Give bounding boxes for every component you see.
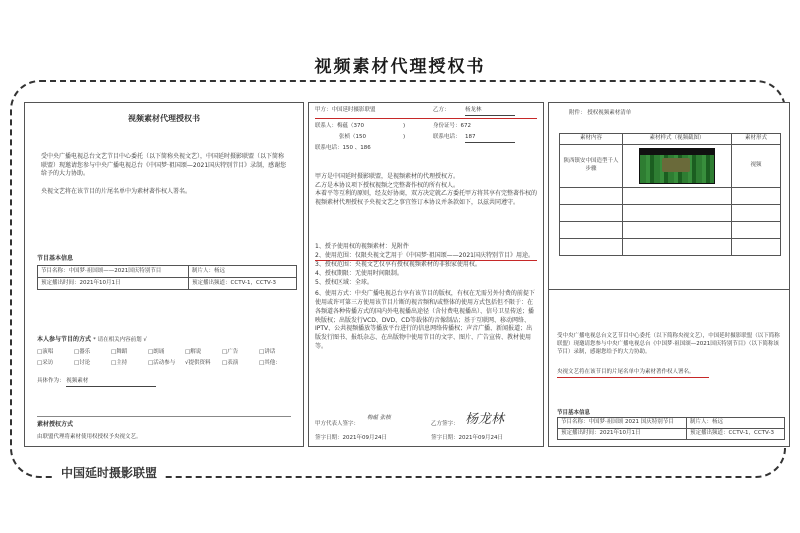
program-name-cell: 节目名称：中国梦·祖国颂——2021国庆特别节目 — [38, 266, 189, 278]
basic-info-table — [557, 417, 785, 440]
agreement-terms — [315, 243, 537, 351]
sign-b-date: 签字日期：2021年09月24日 — [431, 435, 503, 441]
option-checkbox[interactable]: □广告 — [222, 348, 239, 355]
id-label: 身份证号：672 — [433, 123, 471, 129]
party-b-name: 杨龙林 — [465, 107, 515, 116]
producer-cell: 制片人：杨远 — [687, 418, 785, 429]
option-checkbox[interactable]: □讨论 — [74, 359, 91, 366]
col-header: 素材内容 — [560, 134, 623, 145]
sign-b-label: 乙方签字： — [431, 421, 459, 427]
air-date-cell: 预定播出时间：2021年10月1日 — [38, 278, 189, 290]
phone-numbers: 联系电话：150 、186 — [315, 145, 371, 151]
attachment-header: 附件： 授权视频素材清单 — [569, 110, 632, 116]
channel-cell: 预定播出频道：CCTV-1，CCTV-3 — [687, 429, 785, 440]
panel-authorization-form — [24, 102, 304, 447]
option-checkbox[interactable]: □器乐 — [74, 348, 91, 355]
material-table — [559, 133, 781, 256]
option-checkbox[interactable]: □讲话 — [259, 348, 276, 355]
option-checkbox[interactable]: □主持 — [111, 359, 128, 366]
participation-note: * 请在相关内容前划 √ — [93, 337, 147, 343]
option-checkbox[interactable]: □演唱 — [37, 348, 54, 355]
term-item: 3、授权范围：央视文艺仅享有授权视频素材的非独家使用权。 — [315, 261, 481, 269]
body-line: 甲方是中国延时摄影联盟，是视频素材的代理授权方。 — [315, 173, 460, 180]
option-checkbox[interactable]: □其他： — [259, 359, 281, 366]
contact-label: 联系人：梅蕴（370 — [315, 123, 364, 129]
program-name-cell: 节目名称：中国梦·祖国颂 2021 国庆特别节目 — [558, 418, 687, 429]
main-title: 视频素材代理授权书 — [314, 57, 486, 77]
contact2-row: 张桢（150 ) 联系电话： 187 — [315, 134, 537, 145]
works-value: 视频素材 — [66, 378, 156, 387]
credit-paragraph: 央视文艺将在该节目的片尾名单中为素材著作权人署名。 — [41, 188, 192, 195]
footer-org: 中国延时摄影联盟 — [55, 464, 163, 481]
options-row — [37, 358, 299, 369]
panel-title: 视频素材代理授权书 — [128, 114, 200, 123]
body-line: 乙方是本协议项下授权视频之完整著作权的所有权人。 — [315, 181, 460, 189]
sign-a-signature: 梅蕴 张桢 — [367, 415, 391, 421]
term-item: 2、使用范围：仅限央视文艺用于《中国梦·祖国颂——2021国庆特别节目》用途。 — [315, 252, 537, 262]
auth-method-body: 由联盟代理将素材使用权授权予央视文艺。 — [37, 434, 142, 440]
term-item: 1、授予使用权的视频素材：见附件 — [315, 243, 409, 250]
material-content: 陕西镇安中国造型千人步骤 — [560, 144, 623, 187]
participation-options — [37, 347, 299, 369]
term-item: 4、授权期限：无使用时间限制。 — [315, 270, 403, 278]
body-line: 本着平等互利的原则，经友好协商，双方决定就乙方委托甲方将其享有完整著作权的视频素材代理授权予央视文艺之事宜签订本协议并条款如下，以兹共同遵守。 — [315, 190, 538, 207]
participation-title: 本人参与节目的方式 — [37, 336, 92, 343]
sign-a-date: 签字日期：2021年09月24日 — [315, 435, 387, 441]
panel-agreement — [308, 102, 544, 447]
video-thumbnail-image — [639, 148, 715, 184]
basic-info-table — [37, 265, 297, 290]
sign-b-signature: 杨龙林 — [465, 412, 505, 427]
phone-row — [315, 145, 537, 156]
sign-a-label: 甲方代表人签字： — [315, 421, 360, 427]
material-thumbnail — [623, 144, 732, 187]
option-checkbox[interactable]: □活动参与 — [148, 359, 176, 366]
divider — [549, 289, 789, 290]
term-item: 5、授权区域：全球。 — [315, 278, 373, 286]
agreement-body — [315, 173, 537, 208]
term-item: 6、使用方式：中央广播电视总台享有该节目的版权，有权在无需另外付费的前提下使用或许可第三方使用该节目片断的视音频和/或整体的使用方式包括但不限于：在各频道各种传播方式的国内外电视播出途径（含付费电视播出）、信号卫星传送；播映版权；出版发行VCD、DVD、CD等载体的音像制品；基于互联网、移动网络、IPTV、公共视频播放等播放平台进行的信息网络传播权；声音广播、新闻报道；出版发行图书、报纸杂志、在出版物中使用节目的文字、图片、广告宣传、教材使用等。 — [315, 290, 535, 350]
basic-info-header: 节目基本信息 — [37, 255, 74, 262]
phone-label: 联系电话： — [433, 134, 461, 140]
producer-cell: 制片人：杨远 — [189, 266, 297, 278]
panel-attachment — [548, 102, 790, 447]
basic-info-header: 节目基本信息 — [557, 410, 591, 416]
phone-value: 187 — [465, 134, 515, 143]
works-label: 具体作为： — [37, 378, 65, 384]
works-line — [37, 378, 156, 387]
option-checkbox[interactable]: □朗诵 — [148, 348, 165, 355]
air-date-cell: 预定播出时间：2021年10月1日 — [558, 429, 687, 440]
contact2-label: 张桢（150 — [339, 134, 366, 140]
option-checkbox[interactable]: □舞蹈 — [111, 348, 128, 355]
intro-paragraph: 受中央广播电视总台文艺节目中心委托（以下简称央视文艺），中国延时摄影联盟（以下简称联盟）现邀请您参与中央广播电视总台《中国梦·祖国颂—2021国庆特别节目》录制，感谢您给予的大力协助。 — [41, 153, 287, 178]
col-header: 素材样式（视频截图） — [623, 134, 732, 145]
option-checkbox-checked[interactable]: √提供资料 — [185, 359, 211, 366]
contact-row: 联系人：梅蕴（370 ) 身份证号：672 — [315, 123, 471, 129]
auth-method-header: 素材授权方式 — [37, 421, 74, 428]
party-row — [315, 107, 537, 119]
credit-paragraph: 央视文艺将在该节目的片尾名单中为素材著作权人署名。 — [557, 369, 709, 378]
party-a-label: 甲方：中国延时摄影联盟 — [315, 107, 376, 113]
intro-paragraph: 受中央广播电视总台文艺节目中心委托（以下简称央视文艺），中国延时摄影联盟（以下简称联盟）现邀请您参与中央广播电视总台《中国梦·祖国颂—2021国庆特别节目》（以下简称该节目）录制，感谢您给予的大力协助。 — [557, 333, 780, 355]
option-checkbox[interactable]: □解说 — [185, 348, 202, 355]
channel-cell: 预定播出频道：CCTV-1，CCTV-3 — [189, 278, 297, 290]
party-info — [315, 107, 537, 156]
divider — [37, 416, 291, 417]
option-checkbox[interactable]: □表演 — [222, 359, 239, 366]
party-b-label: 乙方： — [433, 107, 450, 113]
participation-header — [37, 336, 147, 345]
option-checkbox[interactable]: □采访 — [37, 359, 54, 366]
options-row — [37, 347, 299, 358]
material-form: 视频 — [732, 144, 781, 187]
col-header: 素材形式 — [732, 134, 781, 145]
